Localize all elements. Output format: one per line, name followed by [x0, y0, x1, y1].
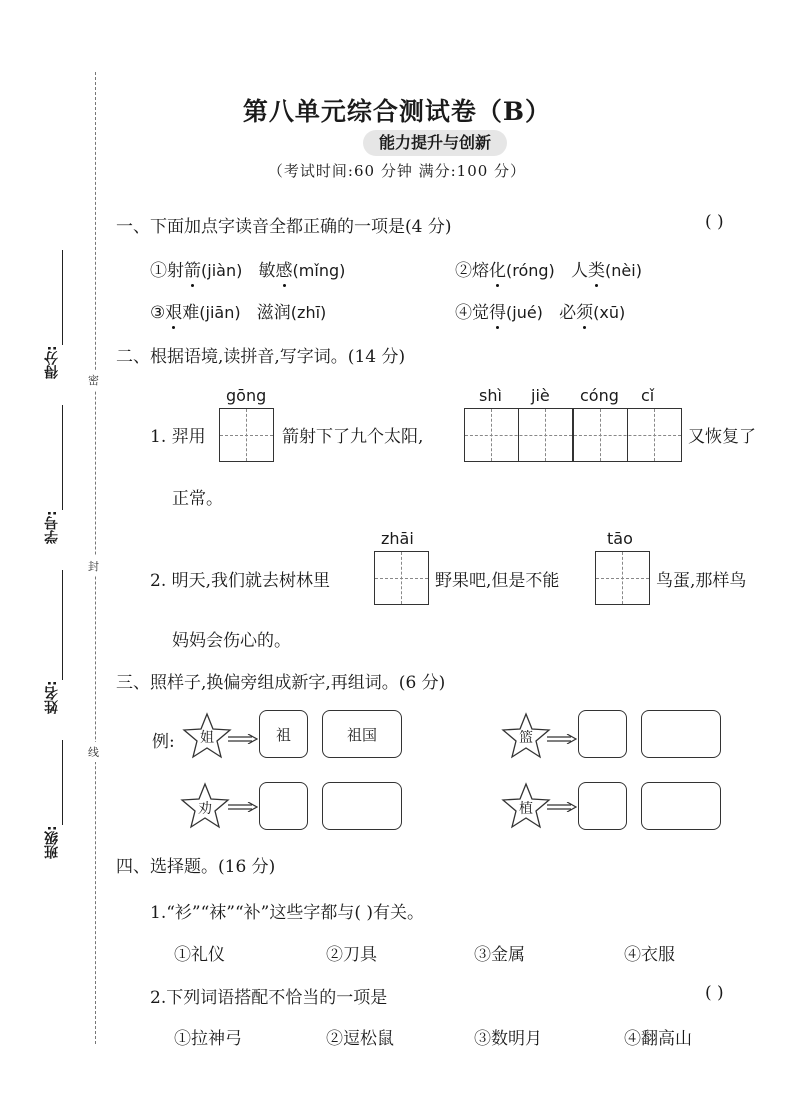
pinyin-ci: cǐ: [641, 386, 655, 405]
word-box-quan[interactable]: [322, 782, 402, 830]
class-label: 班级:: [44, 825, 60, 859]
pinyin-cong: cóng: [580, 386, 619, 405]
pinyin-tao: tāo: [607, 529, 633, 548]
q1-option-4[interactable]: ④觉得(jué) 必须(xū): [455, 298, 625, 323]
q2-s1-part-a: 1. 羿用: [150, 427, 206, 447]
q1-option-3[interactable]: ③艰难(jiān) 滋润(zhī): [150, 298, 326, 323]
q4-question-2: 2.下列词语搭配不恰当的一项是: [150, 988, 388, 1008]
binding-char-feng: 封: [88, 556, 99, 576]
exam-info: （考试时间:60 分钟 满分:100 分）: [267, 162, 527, 180]
student-id-line[interactable]: [62, 405, 63, 510]
example-label: 例:: [152, 732, 175, 752]
answer-grid-zhai[interactable]: [374, 551, 429, 605]
q2-s2-part-d: 妈妈会伤心的。: [172, 631, 291, 651]
q4-q2-option-1[interactable]: ①拉神弓: [174, 1029, 242, 1049]
page-title: 第八单元综合测试卷（B）: [242, 97, 552, 126]
new-char-box-lan[interactable]: [578, 710, 627, 758]
q4-q1-option-2[interactable]: ②刀具: [326, 945, 377, 965]
binding-char-mi: 密: [88, 370, 99, 390]
name-line[interactable]: [62, 570, 63, 680]
q2-heading: 二、根据语境,读拼音,写字词。(14 分): [116, 347, 406, 367]
answer-grid-gong[interactable]: [219, 408, 274, 462]
q4-q1-option-4[interactable]: ④衣服: [624, 945, 675, 965]
q4-question-1: 1.“衫”“袜”“补”这些字都与( )有关。: [150, 903, 425, 923]
pinyin-jie: jiè: [531, 386, 550, 405]
q4-q2-answer-paren[interactable]: ( ): [705, 983, 724, 1003]
q4-heading: 四、选择题。(16 分): [116, 857, 276, 877]
q1-option-2[interactable]: ②熔化(róng) 人类(nèi): [455, 256, 642, 281]
word-box-example: 祖国: [322, 710, 402, 758]
new-char-box-example: 祖: [259, 710, 308, 758]
q1-answer-paren[interactable]: ( ): [705, 212, 724, 232]
word-box-lan[interactable]: [641, 710, 721, 758]
pinyin-shi: shì: [479, 386, 502, 405]
word-box-zhi[interactable]: [641, 782, 721, 830]
star-char-example: 姐: [200, 730, 214, 746]
q2-s2-part-c: 鸟蛋,那样鸟: [656, 571, 747, 591]
score-label: 得分:: [44, 345, 60, 379]
score-line[interactable]: [62, 250, 63, 345]
q4-q2-option-3[interactable]: ③数明月: [474, 1029, 542, 1049]
class-line[interactable]: [62, 740, 63, 825]
q4-q2-option-2[interactable]: ②逗松鼠: [326, 1029, 394, 1049]
q1-option-1[interactable]: ①射箭(jiàn) 敏感(mǐng): [150, 256, 345, 281]
new-char-box-zhi[interactable]: [578, 782, 627, 830]
name-label: 姓名:: [44, 680, 60, 714]
q2-s1-part-d: 正常。: [172, 489, 223, 509]
q2-s2-part-a: 2. 明天,我们就去树林里: [150, 571, 331, 591]
q4-q2-option-4[interactable]: ④翻高山: [624, 1029, 692, 1049]
q2-s1-part-c: 又恢复了: [688, 427, 756, 447]
q4-q1-option-1[interactable]: ①礼仪: [174, 945, 225, 965]
subtitle-badge: 能力提升与创新: [363, 130, 507, 156]
new-char-box-quan[interactable]: [259, 782, 308, 830]
answer-grid-shijie[interactable]: [464, 408, 573, 462]
arrow-icon: [547, 802, 577, 812]
binding-char-xian: 线: [88, 742, 99, 762]
q2-s2-part-b: 野果吧,但是不能: [435, 571, 560, 591]
star-char-quan: 劝: [198, 801, 212, 817]
star-char-lan: 篮: [519, 730, 533, 746]
q4-q1-option-3[interactable]: ③金属: [474, 945, 525, 965]
q2-s1-part-b: 箭射下了九个太阳,: [282, 427, 424, 447]
star-char-zhi: 植: [519, 801, 533, 817]
pinyin-zhai: zhāi: [381, 529, 414, 548]
pinyin-gong: gōng: [226, 386, 267, 405]
q3-heading: 三、照样子,换偏旁组成新字,再组词。(6 分): [116, 673, 446, 693]
student-id-label: 学号:: [44, 510, 60, 544]
answer-grid-tao[interactable]: [595, 551, 650, 605]
q1-heading: 一、下面加点字读音全都正确的一项是(4 分): [116, 217, 452, 237]
arrow-icon: [228, 734, 258, 744]
arrow-icon: [547, 734, 577, 744]
arrow-icon: [228, 802, 258, 812]
answer-grid-congci[interactable]: [573, 408, 682, 462]
